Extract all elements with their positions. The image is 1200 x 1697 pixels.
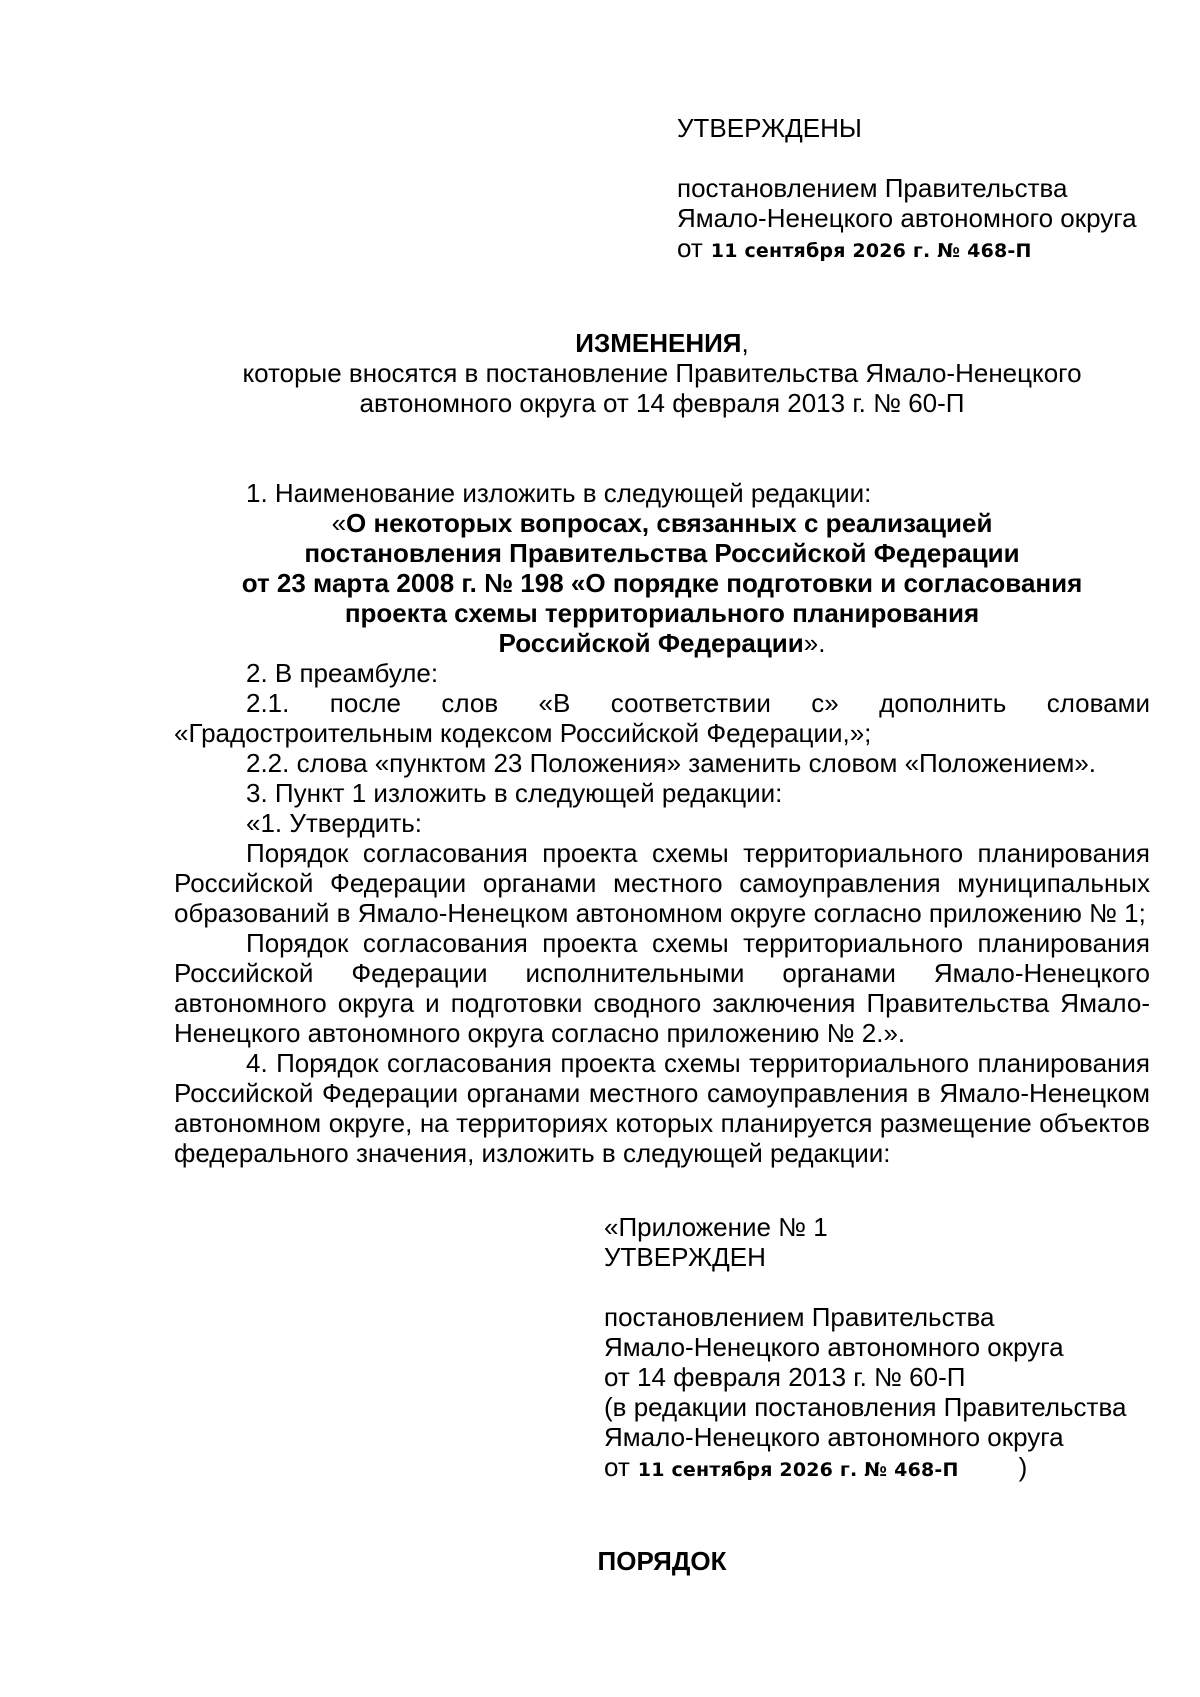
document-body (174, 478, 1150, 1168)
heading-title-line (174, 328, 1150, 358)
paragraph-3-b: Порядок согласования проекта схемы территориального планирования Российской Федерации исполнительными органами Ямало-Ненецкого автономного округа и подготовки сводного заключения Правительства Ямало-Ненецкого автономного округа согласно приложению № 2.». (174, 928, 1150, 1048)
appendix-line-4: Ямало-Ненецкого автономного округа (604, 1332, 1064, 1362)
heading-subtitle-line-2: автономного округа от 14 февраля 2013 г. № 60-П (359, 388, 965, 418)
approval-block (677, 113, 1177, 266)
new-title-line-5: Российской Федерации». (498, 628, 826, 658)
appendix-line-5: от 14 февраля 2013 г. № 60-П (604, 1362, 966, 1392)
paragraph-3-quote: «1. Утвердить: (246, 808, 423, 838)
paragraph-2-2: 2.2. слова «пунктом 23 Положения» заменить словом «Положением». (246, 748, 1097, 778)
new-title-line-4: проекта схемы территориального планирования (344, 598, 980, 628)
appendix-line-1: «Приложение № 1 (604, 1212, 828, 1242)
appendix-close-paren: ) (1018, 1452, 1028, 1482)
paragraph-4: 4. Порядок согласования проекта схемы территориального планирования Российской Федерации органами местного самоуправления в Ямало-Ненецком автономном округе, на территориях которых планируется размещение объектов федерального значения, изложить в следующей редакции: (174, 1048, 1150, 1168)
appendix-date-line (604, 1452, 1164, 1485)
heading-subtitle-line-1: которые вносятся в постановление Правительства Ямало-Ненецкого (242, 358, 1082, 388)
new-title-line-2: постановления Правительства Российской Федерации (304, 538, 1020, 568)
appendix-from-label: от (604, 1452, 630, 1482)
approval-from-label: от (677, 233, 703, 263)
new-title-line-1: «О некоторых вопросах, связанных с реализацией (331, 508, 993, 538)
new-title-line-3: от 23 марта 2008 г. № 198 «О порядке подготовки и согласования (241, 568, 1083, 598)
approval-line-1: постановлением Правительства (677, 173, 1068, 203)
approval-approved: УТВЕРЖДЕНЫ (677, 113, 862, 143)
paragraph-2-1: 2.1. после слов «В соответствии с» дополнить словами «Градостроительным кодексом Российской Федерации,»; (174, 688, 1150, 748)
approval-line-2: Ямало-Ненецкого автономного округа (677, 203, 1137, 233)
paragraph-1: 1. Наименование изложить в следующей редакции: (246, 478, 872, 508)
new-title-block (174, 508, 1150, 658)
document-heading (174, 328, 1150, 418)
heading-title: ИЗМЕНЕНИЯ (575, 328, 742, 358)
heading-title-comma: , (741, 328, 749, 358)
approval-date-stamp: 11 сентября 2026 г. № 468-П (710, 240, 1032, 262)
paragraph-3-a: Порядок согласования проекта схемы территориального планирования Российской Федерации органами местного самоуправления муниципальных образований в Ямало-Ненецком автономном округе согласно приложению № 1; (174, 838, 1150, 928)
appendix-line-3: постановлением Правительства (604, 1302, 995, 1332)
appendix-line-7: Ямало-Ненецкого автономного округа (604, 1422, 1064, 1452)
appendix-approval-block (604, 1212, 1164, 1485)
approval-date-line (677, 233, 1177, 266)
paragraph-2: 2. В преамбуле: (246, 658, 439, 688)
order-title: ПОРЯДОК (597, 1546, 727, 1576)
appendix-line-6: (в редакции постановления Правительства (604, 1392, 1127, 1422)
paragraph-3: 3. Пункт 1 изложить в следующей редакции: (246, 778, 783, 808)
appendix-date-stamp: 11 сентября 2026 г. № 468-П (637, 1459, 959, 1481)
appendix-line-2: УТВЕРЖДЕН (604, 1242, 766, 1272)
